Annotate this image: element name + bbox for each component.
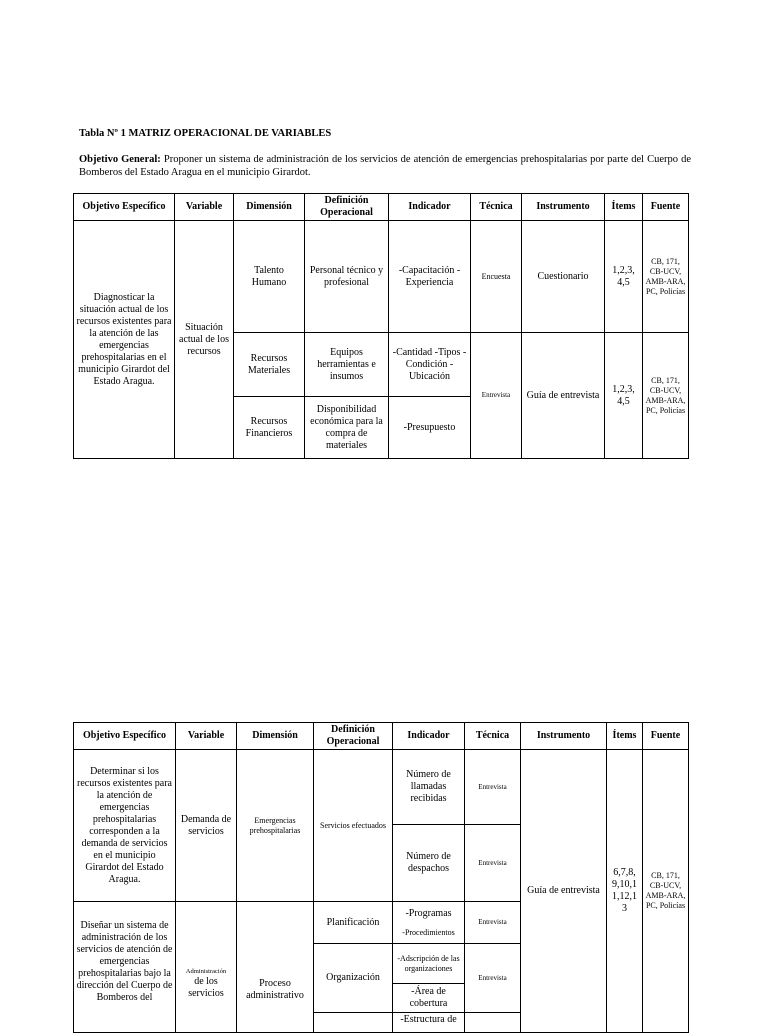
items-cell: 1,2,3, 4,5: [605, 221, 643, 333]
header-variable: Variable: [175, 194, 234, 221]
dimension-cell: Recursos Materiales: [234, 333, 305, 397]
tecnica-cell: Entrevista: [465, 902, 521, 944]
definicion-cell: Disponibilidad económica para la compra de materiales: [305, 397, 389, 459]
definicion-cell: Personal técnico y profesional: [305, 221, 389, 333]
indicador-cell: [393, 902, 465, 944]
header-definicion: Definición Operacional: [305, 194, 389, 221]
dimension-cell: Recursos Financieros: [234, 397, 305, 459]
dimension-cell: Proceso administrativo: [237, 902, 314, 1033]
header-indicador: Indicador: [393, 723, 465, 750]
tecnica-cell: Entrevista: [465, 944, 521, 1013]
header-definicion: Definición Operacional: [314, 723, 393, 750]
variable-cell: [176, 902, 237, 1033]
tecnica-cell: Encuesta: [471, 221, 522, 333]
fuente-cell: CB, 171, CB-UCV, AMB-ARA, PC, Policías: [643, 333, 689, 459]
variable-cell: Situación actual de los recursos: [175, 221, 234, 459]
items-cell: 1,2,3, 4,5: [605, 333, 643, 459]
indicador-cell: Número de despachos: [393, 825, 465, 902]
tecnica-cell: Entrevista: [471, 333, 522, 459]
header-instrumento: Instrumento: [522, 194, 605, 221]
header-tecnica: Técnica: [465, 723, 521, 750]
general-objective-label: Objetivo General:: [79, 154, 161, 165]
instrumento-cell: Cuestionario: [522, 221, 605, 333]
variable-large-label: de los servicios: [188, 976, 224, 999]
variables-matrix-table-1: [73, 193, 689, 459]
header-row: [74, 194, 689, 221]
table-row: [74, 750, 689, 825]
fuente-cell: CB, 171, CB-UCV, AMB-ARA, PC, Policías: [643, 750, 689, 1033]
items-cell: 6,7,8, 9,10,1 1,12,1 3: [607, 750, 643, 1033]
indicador-cell: -Estructura de: [393, 1013, 465, 1033]
definicion-cell: [314, 1013, 393, 1033]
general-objective: [79, 153, 691, 179]
header-row: [74, 723, 689, 750]
tecnica-cell: Entrevista: [465, 825, 521, 902]
tecnica-cell: Entrevista: [465, 750, 521, 825]
tecnica-cell: [465, 1013, 521, 1033]
definicion-cell: Equipos herramientas e insumos: [305, 333, 389, 397]
header-indicador: Indicador: [389, 194, 471, 221]
fuente-cell: CB, 171, CB-UCV, AMB-ARA, PC, Policías: [643, 221, 689, 333]
header-instrumento: Instrumento: [521, 723, 607, 750]
header-fuente: Fuente: [643, 194, 689, 221]
general-objective-text: Proponer un sistema de administración de los servicios de atención de emergencias prehospitalarias por parte del Cuerpo de Bomberos del Estado Aragua en el municipio Girardot.: [79, 154, 692, 178]
instrumento-cell: Guía de entrevista: [521, 750, 607, 1033]
dimension-cell: Talento Humano: [234, 221, 305, 333]
header-objetivo: Objetivo Específico: [74, 194, 175, 221]
header-variable: Variable: [176, 723, 237, 750]
table-title: Tabla Nº 1 MATRIZ OPERACIONAL DE VARIABLES: [79, 128, 332, 139]
indicador-cell: -Cantidad -Tipos -Condición -Ubicación: [389, 333, 471, 397]
definicion-cell: Servicios efectuados: [314, 750, 393, 902]
header-tecnica: Técnica: [471, 194, 522, 221]
indicador-procedimientos: -Procedimientos: [402, 927, 455, 937]
indicador-cell: -Adscripción de las organizaciones: [393, 944, 465, 984]
dimension-cell: Emergencias prehospitalarias: [237, 750, 314, 902]
indicador-cell: Número de llamadas recibidas: [393, 750, 465, 825]
header-fuente: Fuente: [643, 723, 689, 750]
variable-cell: Demanda de servicios: [176, 750, 237, 902]
variable-small-label: Administración: [185, 968, 227, 975]
header-dimension: Dimensión: [237, 723, 314, 750]
instrumento-cell: Guía de entrevista: [522, 333, 605, 459]
indicador-programas: -Programas: [405, 907, 452, 919]
indicador-cell: -Capacitación -Experiencia: [389, 221, 471, 333]
header-items: Ítems: [607, 723, 643, 750]
indicador-cell: -Área de cobertura: [393, 984, 465, 1013]
objetivo-cell: Diseñar un sistema de administración de los servicios de atención de emergencias prehospitalarias bajo la dirección del Cuerpo de Bomberos del: [74, 902, 176, 1033]
objetivo-cell: Determinar si los recursos existentes para la atención de emergencias prehospitalarias corresponden a la demanda de servicios en el municipio Girardot del Estado Aragua.: [74, 750, 176, 902]
definicion-cell: Organización: [314, 944, 393, 1013]
header-dimension: Dimensión: [234, 194, 305, 221]
indicador-cell: -Presupuesto: [389, 397, 471, 459]
header-objetivo: Objetivo Específico: [74, 723, 176, 750]
variables-matrix-table-2: [73, 722, 689, 1033]
definicion-cell: Planificación: [314, 902, 393, 944]
header-items: Ítems: [605, 194, 643, 221]
table-row: [74, 221, 689, 333]
objetivo-cell: Diagnosticar la situación actual de los recursos existentes para la atención de las emergencias prehospitalarias en el municipio Girardot del Estado Aragua.: [74, 221, 175, 459]
